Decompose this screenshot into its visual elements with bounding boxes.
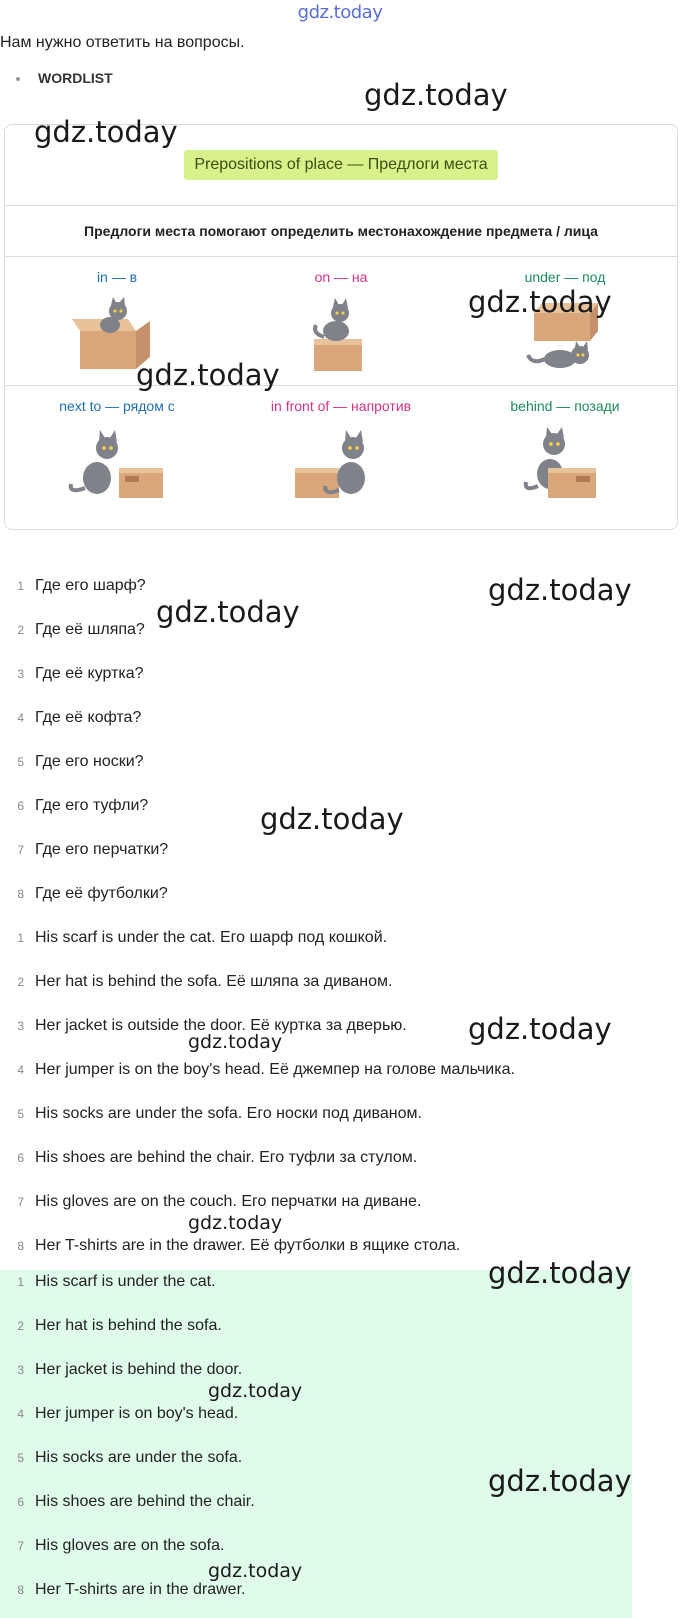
preposition-in-front-of [229,385,453,514]
item-number: 7 [17,1539,24,1553]
watermark: gdz.today [488,1256,632,1290]
watermark: gdz.today [260,802,404,836]
watermark: gdz.today [364,78,508,112]
translation-text: His scarf is under the cat. Его шарф под кошкой. [35,929,388,946]
list-item [0,564,146,608]
answer-text: His gloves are on the sofa. [35,1537,225,1554]
list-item [0,1480,255,1524]
item-number: 2 [17,975,24,989]
translation-text: Her hat is behind the sofa. Её шляпа за диваном. [35,973,393,990]
preposition-label: behind — позади [510,398,620,414]
watermark: gdz.today [136,358,280,392]
translation-text: Her jumper is on the boy's head. Её джемпер на голове мальчика. [35,1061,515,1078]
item-number: 1 [17,931,24,945]
answer-text: His scarf is under the cat. [35,1273,216,1290]
list-item [0,872,168,916]
list-item [0,828,168,872]
answer-text: Her T-shirts are in the drawer. [35,1581,246,1598]
card-title: Prepositions of place — Предлоги места [184,150,497,180]
site-logo: gdz.today [297,2,383,23]
question-text: Где его перчатки? [35,841,169,858]
cat-next-to-box-icon [67,426,167,502]
preposition-row [5,257,677,385]
list-item [0,960,392,1004]
item-number: 5 [17,1451,24,1465]
question-text: Где его шарф? [35,577,146,594]
wordlist-link[interactable] [16,70,113,86]
watermark: gdz.today [208,1560,303,1582]
list-item [0,1348,242,1392]
wordlist-label: WORDLIST [38,70,113,86]
item-number: 2 [17,623,24,637]
translation-text: Her T-shirts are in the drawer. Её футболки в ящике стола. [35,1237,461,1254]
translation-text: Her jacket is outside the door. Её куртка за дверью. [35,1017,407,1034]
list-item [0,1304,222,1348]
list-item [0,652,144,696]
watermark: gdz.today [488,573,632,607]
preposition-label: in — в [96,269,138,285]
bullet-icon [16,77,20,81]
item-number: 4 [17,1407,24,1421]
list-item [0,1136,417,1180]
watermark: gdz.today [188,1212,283,1234]
item-number: 2 [17,1319,24,1333]
item-number: 4 [17,711,24,725]
question-text: Где её куртка? [35,665,144,682]
item-number: 1 [17,1275,24,1289]
list-item [0,1524,224,1568]
question-text: Где его носки? [35,753,144,770]
question-text: Где её футболки? [35,885,168,902]
preposition-label: in front of — напротив [270,398,412,414]
answer-text: Her jumper is on boy's head. [35,1405,239,1422]
item-number: 6 [17,799,24,813]
cat-in-front-of-box-icon [291,426,391,502]
preposition-label: under — под [524,269,606,285]
watermark: gdz.today [468,1012,612,1046]
answer-text: Her hat is behind the sofa. [35,1317,222,1334]
preposition-row [5,385,677,514]
watermark: gdz.today [156,595,300,629]
watermark: gdz.today [208,1380,303,1402]
item-number: 8 [17,1583,24,1597]
item-number: 3 [17,1019,24,1033]
item-number: 5 [17,755,24,769]
list-item [0,1048,515,1092]
answer-text: Her jacket is behind the door. [35,1361,243,1378]
watermark: gdz.today [34,115,178,149]
item-number: 8 [17,887,24,901]
item-number: 4 [17,1063,24,1077]
translation-text: His gloves are on the couch. Его перчатки на диване. [35,1193,422,1210]
item-number: 6 [17,1495,24,1509]
item-number: 8 [17,1239,24,1253]
cat-on-box-icon [306,297,376,373]
list-item [0,916,387,960]
watermark: gdz.today [488,1464,632,1498]
list-item [0,1260,216,1304]
item-number: 5 [17,1107,24,1121]
list-item [0,1436,242,1480]
preposition-behind [453,385,677,514]
preposition-label: on — на [314,269,368,285]
item-number: 1 [17,579,24,593]
intro-text: Нам нужно ответить на вопросы. [0,34,245,51]
list-item [0,1092,422,1136]
translation-text: His shoes are behind the chair. Его туфли за стулом. [35,1149,418,1166]
answer-text: His shoes are behind the chair. [35,1493,255,1510]
list-item [0,696,141,740]
question-text: Где её кофта? [35,709,142,726]
watermark: gdz.today [468,285,612,319]
list-item [0,1392,238,1436]
item-number: 3 [17,667,24,681]
prepositions-card [4,124,678,530]
preposition-label: next to — рядом с [59,398,175,414]
list-item [0,784,148,828]
list-item [0,740,144,784]
cat-behind-box-icon [520,426,610,502]
list-item [0,608,145,652]
item-number: 6 [17,1151,24,1165]
watermark: gdz.today [188,1031,283,1053]
translation-text: His socks are under the sofa. Его носки под диваном. [35,1105,422,1122]
question-text: Где его туфли? [35,797,149,814]
item-number: 7 [17,1195,24,1209]
answer-text: His socks are under the sofa. [35,1449,243,1466]
question-text: Где её шляпа? [35,621,145,638]
item-number: 7 [17,843,24,857]
item-number: 3 [17,1363,24,1377]
card-subtitle: Предлоги места помогают определить местонахождение предмета / лица [5,206,677,257]
preposition-under [453,257,677,385]
preposition-next-to [5,385,229,514]
